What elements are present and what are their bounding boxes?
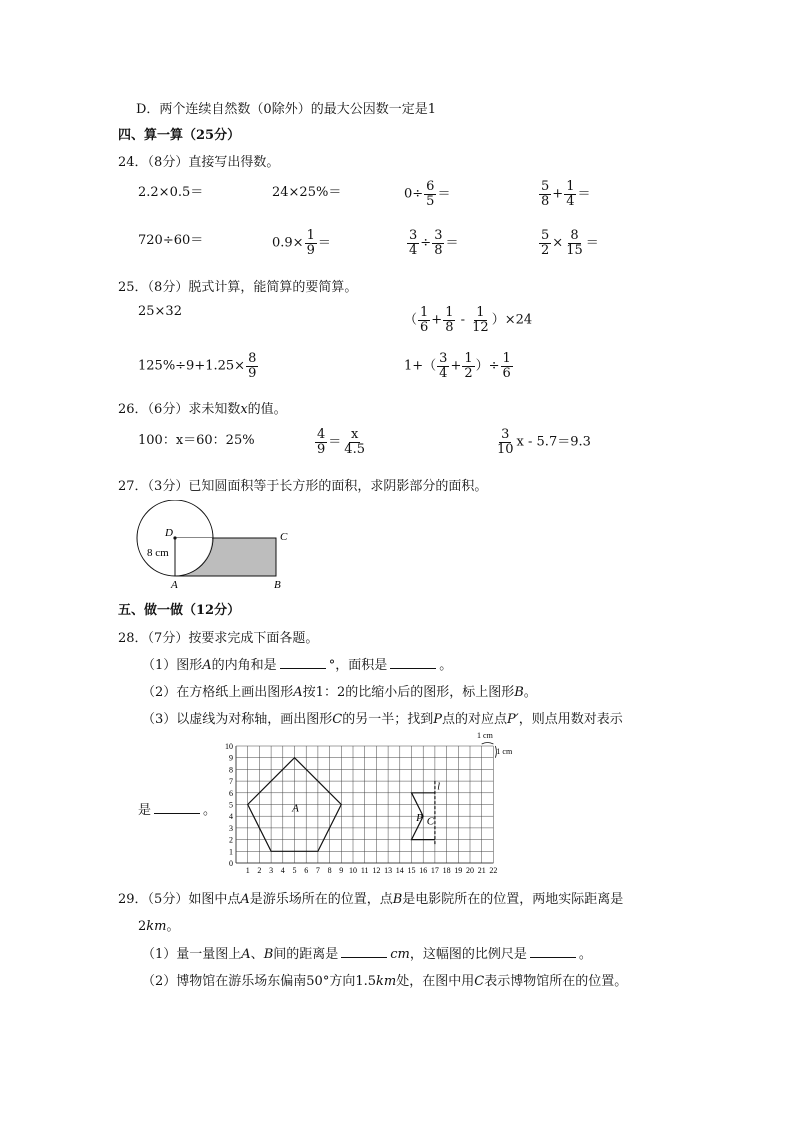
label-d: D bbox=[165, 527, 173, 539]
section-4-title: 四、算一算（25分） bbox=[118, 128, 241, 143]
label-p: P bbox=[416, 811, 423, 824]
y-axis-ticks bbox=[225, 742, 233, 868]
x-tick-label: 12 bbox=[372, 866, 381, 875]
unit-height-label: 1 cm bbox=[496, 747, 513, 757]
x-tick-label: 22 bbox=[489, 866, 498, 875]
q27-title: 27．（3分）已知圆面积等于长方形的面积，求阴影部分的面积。 bbox=[118, 479, 488, 494]
y-tick-label: 10 bbox=[225, 742, 233, 751]
q29-part-1: （1）量一量图上A、B间的距离是 cm，这幅图的比例尺是 。 bbox=[142, 947, 592, 962]
q29-title: 29．（5分）如图中点A是游乐场所在的位置，点B是电影院所在的位置，两地实际距离是 bbox=[118, 892, 624, 907]
x-axis-ticks bbox=[246, 866, 498, 875]
x-tick-label: 14 bbox=[395, 866, 404, 875]
q26-expr-3: $\frac{3}{10}$ x - 5.7＝9.3 bbox=[497, 427, 591, 457]
x-tick-label: 20 bbox=[466, 866, 474, 875]
q24-item-2: 24×25%＝ bbox=[272, 185, 342, 200]
q24-item-5: 720÷60＝ bbox=[138, 233, 204, 248]
x-tick-label: 19 bbox=[454, 866, 463, 875]
x-tick-label: 7 bbox=[315, 866, 320, 875]
q28-part-3-answer: 是 。 bbox=[138, 803, 217, 818]
x-tick-label: 5 bbox=[292, 866, 297, 875]
q29-part-2: （2）博物馆在游乐场东偏南50°方向1.5km处，在图中用C表示博物馆所在的位置。 bbox=[142, 974, 628, 989]
y-tick-label: 9 bbox=[229, 753, 233, 763]
q25-expr-3: 125%÷9+1.25× $\frac{8}{9}$ bbox=[138, 351, 257, 381]
q25-title: 25．（8分）脱式计算，能简算的要简算。 bbox=[118, 280, 358, 295]
answer-blank[interactable] bbox=[530, 945, 576, 958]
q24-title: 24．（8分）直接写出得数。 bbox=[118, 155, 280, 170]
unit-bracket bbox=[482, 743, 497, 758]
q23-option-d: D．两个连续自然数（0除外）的最大公因数一定是1 bbox=[136, 102, 436, 117]
x-tick-label: 18 bbox=[442, 866, 451, 875]
y-tick-label: 7 bbox=[229, 777, 233, 787]
y-tick-label: 2 bbox=[229, 835, 233, 845]
section-5-title: 五、做一做（12分） bbox=[118, 603, 241, 618]
y-tick-label: 1 bbox=[229, 847, 233, 857]
answer-blank[interactable] bbox=[154, 801, 200, 814]
q26-expr-1: 100：x＝60：25% bbox=[138, 433, 255, 448]
q28-grid-figure bbox=[222, 732, 522, 877]
answer-blank[interactable] bbox=[280, 656, 326, 669]
x-tick-label: 9 bbox=[339, 866, 344, 875]
q24-item-8: $\frac{5}{2}$ × $\frac{8}{15}$ ＝ bbox=[541, 228, 599, 258]
x-tick-label: 15 bbox=[407, 866, 416, 875]
q28-title: 28．（7分）按要求完成下面各题。 bbox=[118, 631, 319, 646]
q24-item-1: 2.2×0.5＝ bbox=[138, 185, 204, 200]
label-b: B bbox=[274, 579, 281, 590]
q29-title-cont: 2km。 bbox=[138, 919, 180, 934]
y-tick-label: 5 bbox=[229, 800, 233, 810]
y-tick-label: 8 bbox=[229, 765, 233, 775]
y-tick-label: 3 bbox=[229, 823, 233, 833]
y-tick-label: 0 bbox=[229, 859, 233, 868]
x-tick-label: 16 bbox=[419, 866, 428, 875]
q24-item-3: 0÷ $\frac{6}{5}$ ＝ bbox=[404, 179, 451, 209]
x-tick-label: 3 bbox=[269, 866, 274, 875]
label-l: l bbox=[437, 781, 441, 793]
x-tick-label: 11 bbox=[360, 866, 369, 875]
label-c: C bbox=[280, 531, 288, 543]
x-tick-label: 17 bbox=[430, 866, 439, 875]
unit-width-label: 1 cm bbox=[477, 732, 493, 740]
q28-part-2: （2）在方格纸上画出图形A按1：2的比缩小后的图形，标上图形B。 bbox=[142, 685, 537, 700]
q25-expr-1: 25×32 bbox=[138, 304, 182, 319]
x-tick-label: 8 bbox=[327, 866, 332, 875]
x-tick-label: 13 bbox=[384, 866, 393, 875]
q25-expr-4: 1+（ $\frac{3}{4}$ + $\frac{1}{2}$ ）÷ $\frac{1}{6}$ bbox=[404, 351, 511, 381]
answer-blank[interactable] bbox=[390, 656, 436, 669]
q24-item-7: $\frac{3}{4}$ ÷ $\frac{3}{8}$ ＝ bbox=[409, 228, 459, 258]
x-tick-label: 1 bbox=[245, 866, 250, 875]
q28-part-3: （3）以虚线为对称轴，画出图形C的另一半；找到P点的对应点P′，则点用数对表示 bbox=[142, 712, 623, 727]
label-c: C bbox=[426, 815, 435, 828]
label-radius: 8 cm bbox=[147, 547, 169, 559]
grid-lines bbox=[236, 746, 493, 863]
q27-figure bbox=[134, 500, 294, 590]
x-tick-label: 21 bbox=[477, 866, 486, 875]
answer-blank[interactable] bbox=[341, 945, 387, 958]
q28-part-1: （1）图形A的内角和是 °，面积是 。 bbox=[142, 658, 453, 673]
label-a: A bbox=[171, 579, 178, 590]
y-tick-label: 4 bbox=[229, 812, 233, 822]
center-point-d bbox=[173, 536, 176, 539]
x-tick-label: 10 bbox=[349, 866, 357, 875]
q25-expr-2: （ $\frac{1}{6}$ + $\frac{1}{8}$ - $\frac{1}{12}$ ）×24 bbox=[404, 305, 533, 335]
q26-title: 26．（6分）求未知数x的值。 bbox=[118, 402, 287, 417]
q24-item-4: $\frac{5}{8}$ + $\frac{1}{4}$ ＝ bbox=[541, 179, 591, 209]
x-tick-label: 6 bbox=[304, 866, 309, 875]
x-tick-label: 2 bbox=[257, 866, 262, 875]
x-tick-label: 4 bbox=[280, 866, 285, 875]
q24-item-6: 0.9× $\frac{1}{9}$ ＝ bbox=[272, 228, 331, 258]
label-a: A bbox=[292, 802, 299, 815]
q26-expr-2: $\frac{4}{9}$ ＝ $\frac{x}{4.5}$ bbox=[317, 427, 365, 457]
y-tick-label: 6 bbox=[229, 788, 233, 798]
